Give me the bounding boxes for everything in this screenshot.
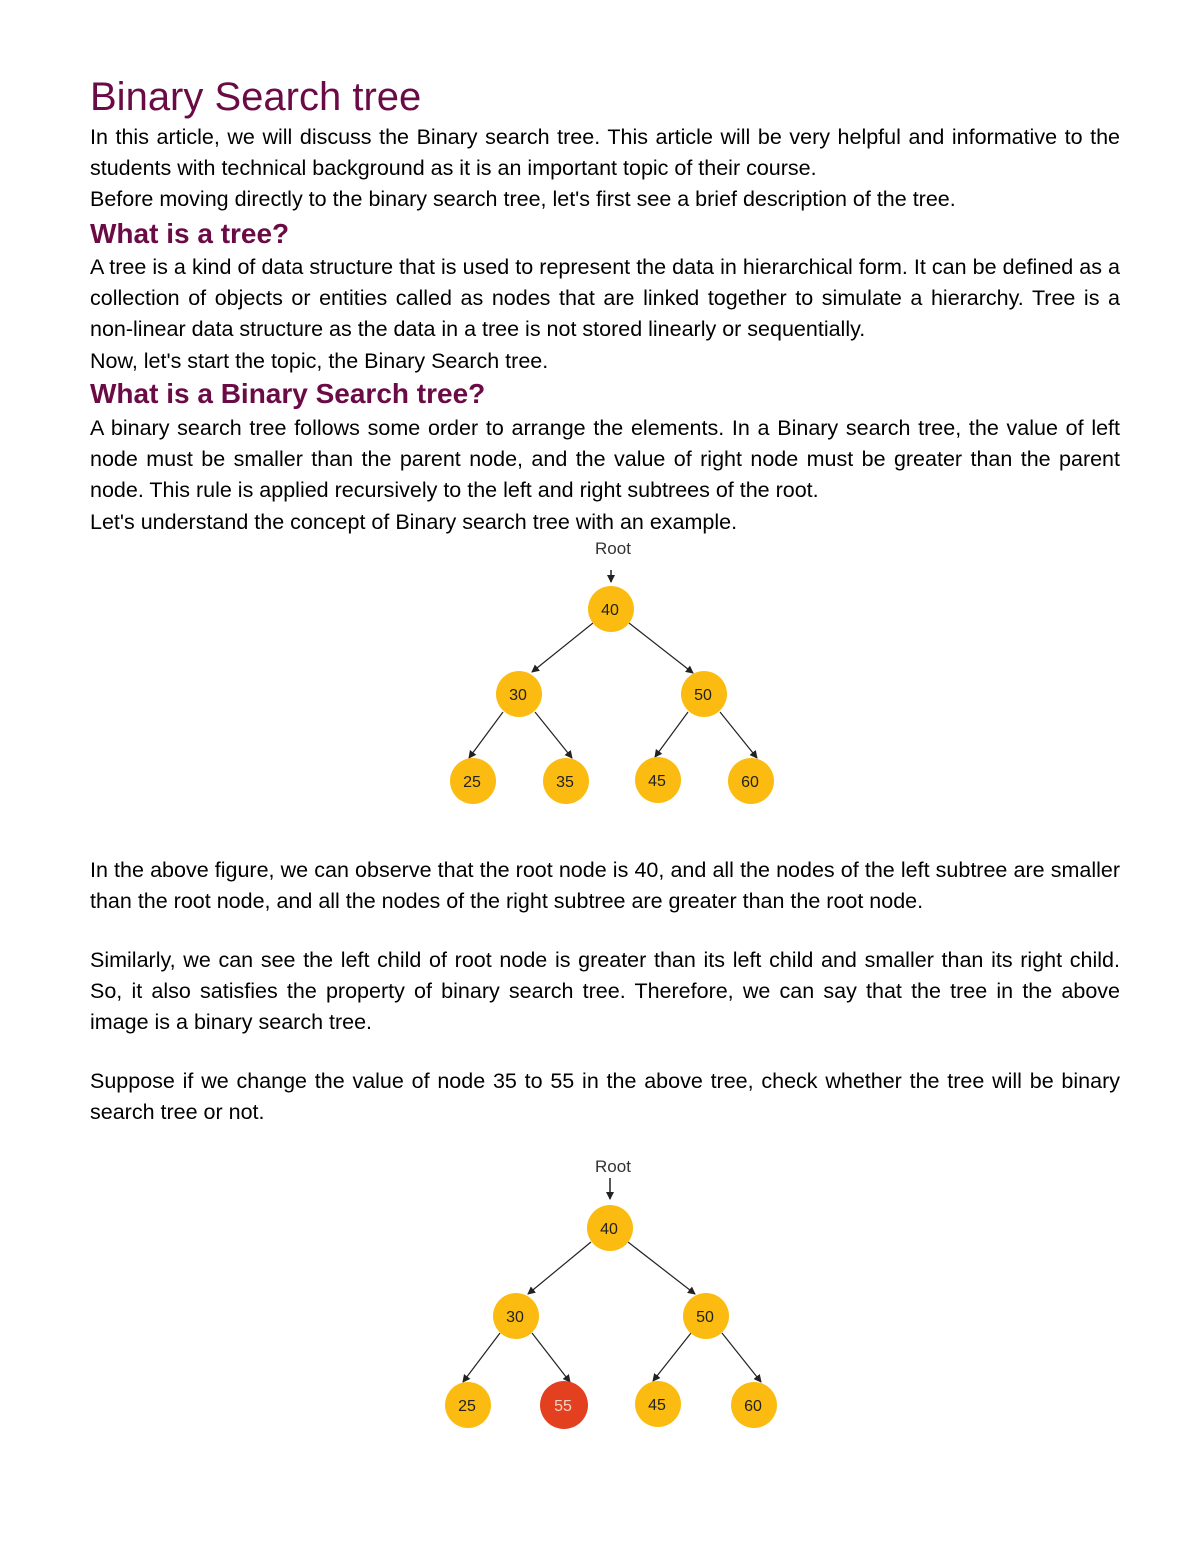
edge-30-25 — [463, 1333, 500, 1382]
heading-what-is-bst: What is a Binary Search tree? — [90, 378, 486, 409]
tree-node-highlighted — [540, 1381, 588, 1429]
figure-1-explanation-paragraph: In the above figure, we can observe that the root node is 40, and all the nodes of the left subtree are smaller than the root node, and all the nodes of the right subtree are greater than the root node. — [90, 858, 1120, 913]
tree-node — [450, 758, 496, 804]
tree-node — [493, 1293, 539, 1339]
edge-30-55 — [532, 1333, 570, 1382]
heading-what-is-a-tree: What is a tree? — [90, 218, 290, 249]
tree-node — [683, 1293, 729, 1339]
root-label: Root — [595, 539, 631, 558]
example-intro-paragraph: Let's understand the concept of Binary search tree with an example. — [90, 510, 738, 534]
svg-text:35: 35 — [556, 774, 574, 791]
edge-50-60 — [720, 712, 757, 758]
tree-node — [681, 671, 727, 717]
intro-paragraph-2: Before moving directly to the binary search tree, let's first see a brief description of the tree. — [90, 187, 956, 211]
edge-30-25 — [469, 712, 503, 758]
tree-node — [588, 586, 634, 632]
edge-40-30 — [528, 1242, 591, 1294]
edge-30-35 — [535, 712, 572, 758]
edge-50-45 — [655, 712, 688, 757]
tree-node — [728, 758, 774, 804]
svg-text:60: 60 — [741, 774, 759, 791]
edge-40-50 — [629, 623, 693, 673]
svg-text:25: 25 — [463, 774, 481, 791]
svg-text:50: 50 — [694, 687, 712, 704]
bst-figure-1 — [0, 530, 1200, 820]
tree-node — [445, 1382, 491, 1428]
svg-text:30: 30 — [506, 1309, 524, 1326]
svg-text:30: 30 — [509, 687, 527, 704]
edge-40-30 — [532, 623, 593, 672]
tree-node — [543, 758, 589, 804]
tree-definition-paragraph: A tree is a kind of data structure that is used to represent the data in hierarchical form. It can be defined as a collection of objects or entities called as nodes that are linked together to simulate a hierarchy. Tree is a non-linear data structure as the data in a tree is not stored linearly or sequentially. — [90, 255, 1120, 341]
transition-paragraph: Now, let's start the topic, the Binary Search tree. — [90, 349, 549, 373]
tree-node — [635, 1381, 681, 1427]
svg-text:45: 45 — [648, 773, 666, 790]
tree-node — [587, 1205, 633, 1251]
root-label: Root — [595, 1157, 631, 1176]
tree-node — [731, 1382, 777, 1428]
tree-node — [635, 757, 681, 803]
page-title: Binary Search tree — [90, 75, 422, 119]
svg-text:25: 25 — [458, 1398, 476, 1415]
svg-text:60: 60 — [744, 1398, 762, 1415]
svg-text:40: 40 — [600, 1221, 618, 1238]
tree-node — [496, 671, 542, 717]
svg-text:55: 55 — [554, 1398, 572, 1415]
svg-text:50: 50 — [696, 1309, 714, 1326]
edge-50-60 — [722, 1333, 761, 1382]
change-node-question-paragraph: Suppose if we change the value of node 35 to 55 in the above tree, check whether the tree will be binary search tree or not. — [90, 1069, 1120, 1124]
svg-text:45: 45 — [648, 1397, 666, 1414]
left-child-explanation-paragraph: Similarly, we can see the left child of root node is greater than its left child and smaller than its right child. So, it also satisfies the property of binary search tree. Therefore, we can say that the tree in the above image is a binary search tree. — [90, 948, 1120, 1034]
bst-definition-paragraph: A binary search tree follows some order to arrange the elements. In a Binary search tree, the value of left node must be smaller than the parent node, and the value of right node must be greater than the parent node. This rule is applied recursively to the left and right subtrees of the root. — [90, 416, 1120, 502]
edge-50-45 — [653, 1333, 691, 1381]
bst-figure-2 — [0, 1150, 1200, 1440]
edge-40-50 — [628, 1242, 695, 1294]
intro-paragraph-1: In this article, we will discuss the Binary search tree. This article will be very helpful and informative to the students with technical background as it is an important topic of their course. — [90, 125, 1120, 180]
svg-text:40: 40 — [601, 602, 619, 619]
